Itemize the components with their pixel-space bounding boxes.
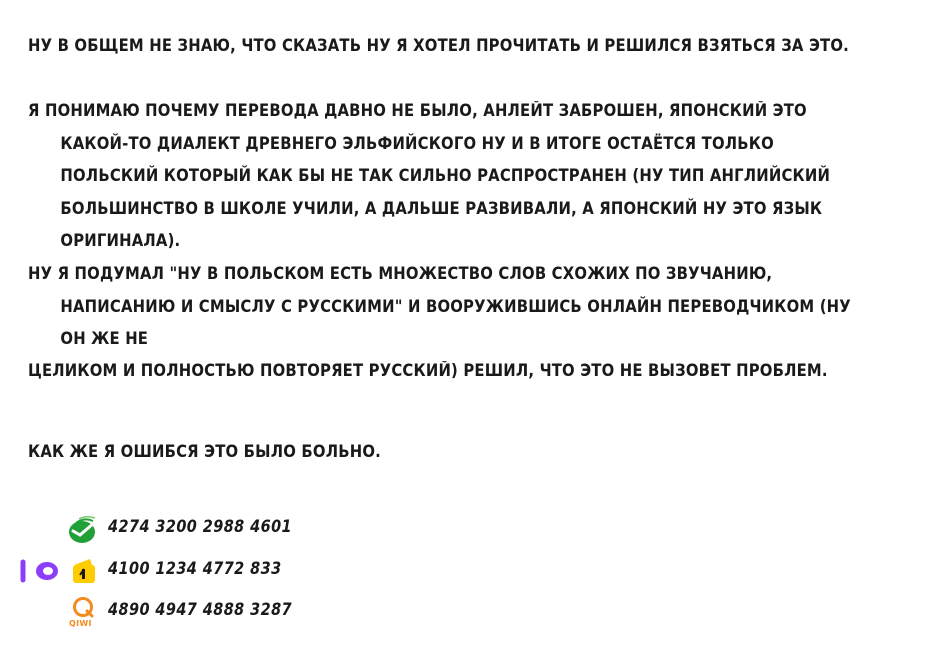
- qiwi-wallet-number: 4890 4947 4888 3287: [108, 600, 293, 620]
- paragraph-intro: НУ В ОБЩЕМ НЕ ЗНАЮ, ЧТО СКАЗАТЬ НУ Я ХОТЕЛ ПРОЧИТАТЬ И РЕШИЛСЯ ВЗЯТЬСЯ ЗА ЭТО.: [28, 36, 849, 55]
- paragraph-translator: ЦЕЛИКОМ И ПОЛНОСТЬЮ ПОВТОРЯЕТ РУССКИЙ) РЕШИЛ, ЧТО ЭТО НЕ ВЫЗОВЕТ ПРОБЛЕМ.: [28, 361, 828, 380]
- yoomoney-wallet-number: 4100 1234 4772 833: [108, 559, 282, 579]
- payment-row-yoomoney: [0, 555, 400, 585]
- paragraph-conclusion: КАК ЖЕ Я ОШИБСЯ ЭТО БЫЛО БОЛЬНО.: [28, 442, 381, 461]
- payment-row-sberbank: [0, 513, 400, 543]
- qiwi-label: QIWI: [69, 619, 92, 628]
- sberbank-card-number: 4274 3200 2988 4601: [108, 517, 293, 537]
- paragraph-reasons: Я ПОНИМАЮ ПОЧЕМУ ПЕРЕВОДА ДАВНО НЕ БЫЛО, АНЛЕЙТ ЗАБРОШЕН, ЯПОНСКИЙ ЭТО КАКОЙ-ТО ДИАЛЕКТ ДРЕВНЕГО ЭЛЬФИЙСКОГО НУ И В ИТОГЕ ОСТАЁТСЯ ТОЛЬКО ПОЛЬСКИЙ КОТОРЫЙ КАК БЫ НЕ ТАК СИЛЬНО РАСПРОСТРАНЕН (НУ ТИП АНГЛИЙСКИЙ БОЛЬШИНСТВО В ШКОЛЕ УЧИЛИ, А ДАЛЬШЕ РАЗВИВАЛИ, А ЯПОНСКИЙ НУ ЭТО ЯЗЫК ОРИГИНАЛА).: [28, 101, 831, 251]
- yandex-wallet-icon: [70, 555, 98, 585]
- payment-row-qiwi: [0, 596, 400, 626]
- yoomoney-icon: [20, 559, 62, 583]
- sberbank-icon: [66, 515, 100, 545]
- paragraph-polish-idea: НУ Я ПОДУМАЛ "НУ В ПОЛЬСКОМ ЕСТЬ МНОЖЕСТВО СЛОВ СХОЖИХ ПО ЗВУЧАНИЮ, НАПИСАНИЮ И СМЫСЛУ С РУССКИМИ" И ВООРУЖИВШИСЬ ОНЛАЙН ПЕРЕВОДЧИКОМ (НУ ОН ЖЕ НЕ: [28, 264, 851, 349]
- qiwi-icon: [70, 596, 96, 618]
